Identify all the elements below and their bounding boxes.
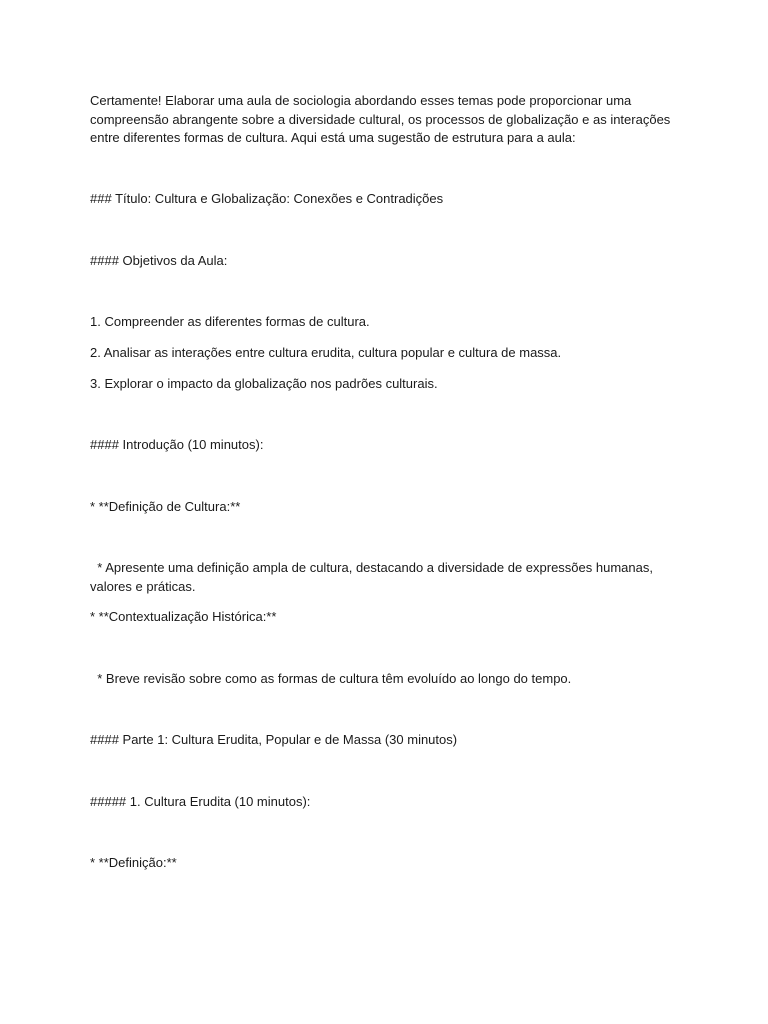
sub-bullet-historical-context: * Breve revisão sobre como as formas de cultura têm evoluído ao longo do tempo. <box>90 671 572 686</box>
bullet-culture-definition: * **Definição de Cultura:** <box>90 499 241 514</box>
objectives-heading: #### Objetivos da Aula: <box>90 253 228 268</box>
objective-item-1: 1. Compreender as diferentes formas de cultura. <box>90 314 370 329</box>
intro-paragraph: Certamente! Elaborar uma aula de sociologia abordando esses temas pode proporcionar uma compreensão abrangente sobre a diversidade cultural, os processos de globalização e as interações entre diferentes formas de cultura. Aqui está uma sugestão de estrutura para a aula: <box>90 93 671 145</box>
objective-item-3: 3. Explorar o impacto da globalização nos padrões culturais. <box>90 376 438 391</box>
bullet-definition: * **Definição:** <box>90 855 177 870</box>
introduction-heading: #### Introdução (10 minutos): <box>90 437 264 452</box>
objective-item-2: 2. Analisar as interações entre cultura erudita, cultura popular e cultura de massa. <box>90 345 562 360</box>
part1-heading: #### Parte 1: Cultura Erudita, Popular e de Massa (30 minutos) <box>90 732 458 747</box>
bullet-historical-context: * **Contextualização Histórica:** <box>90 609 277 624</box>
sub-bullet-culture-definition: * Apresente uma definição ampla de cultura, destacando a diversidade de expressões humanas, valores e práticas. <box>90 560 657 594</box>
erudite-culture-heading: ##### 1. Cultura Erudita (10 minutos): <box>90 794 311 809</box>
title-heading: ### Título: Cultura e Globalização: Conexões e Contradições <box>90 191 444 206</box>
